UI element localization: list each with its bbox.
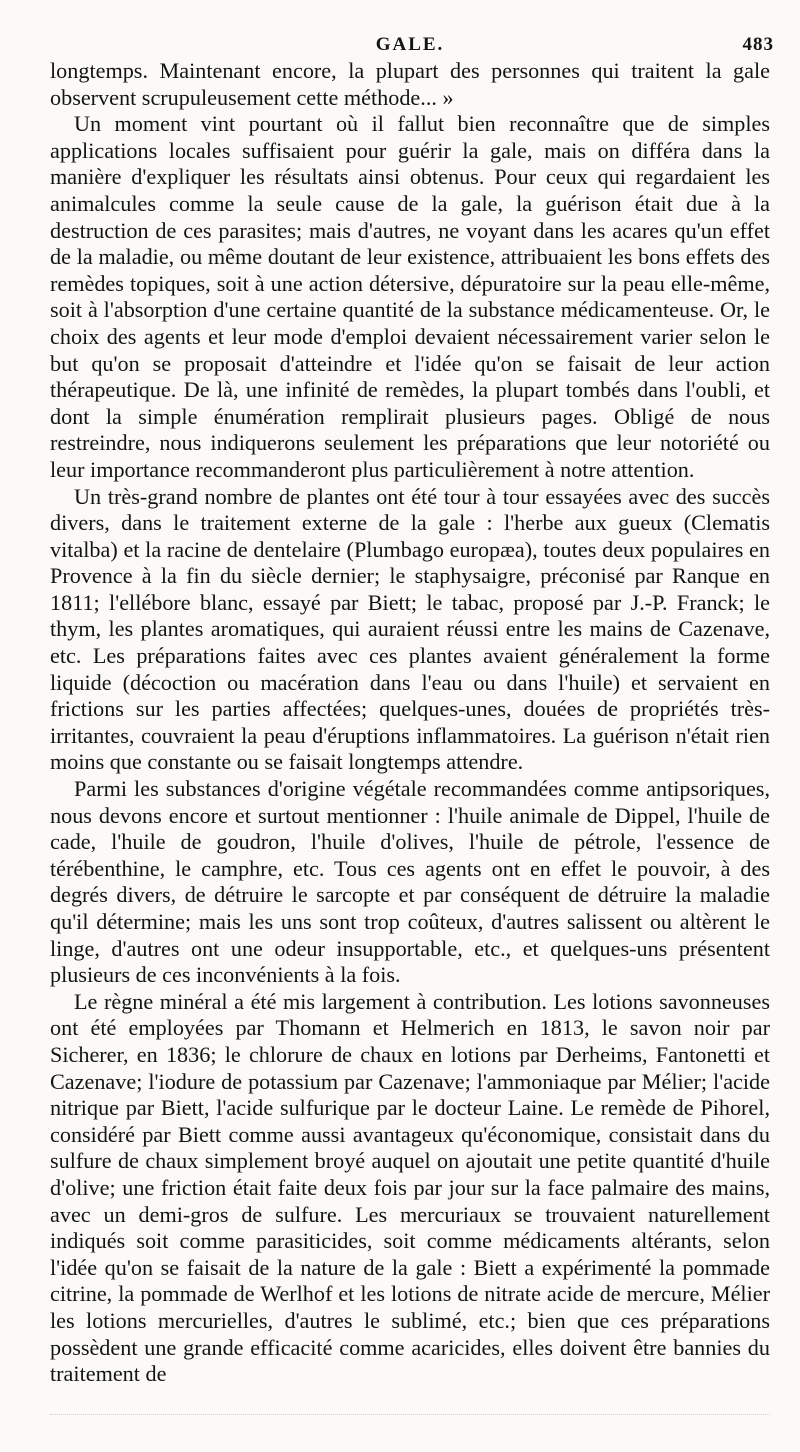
body-text xyxy=(50,58,770,1388)
paragraph-mineral-kingdom: Le règne minéral a été mis largement à contribution. Les lotions savonneuses ont été employées par Thomann et Helmerich en 1813, le savon noir par Sicherer, en 1836; le chlorure de chaux en lotions par Derheims, Fantonetti et Cazenave; l'iodure de potassium par Cazenave; l'ammoniaque par Mélier; l'acide nitrique par Biett, l'acide sulfurique par le docteur Laine. Le remède de Pihorel, considéré par Biett comme aussi avantageux qu'économique, consistait dans du sulfure de chaux simplement broyé auquel on ajoutait une petite quantité d'huile d'olive; une friction était faite deux fois par jour sur la face palmaire des mains, avec un demi-gros de sulfure. Les mercuriaux se trouvaient naturellement indiqués soit comme parasiticides, soit comme médicaments altérants, selon l'idée qu'on se faisait de la nature de la gale : Biett a expérimenté la pommade citrine, la pommade de Werlhof et les lotions de nitrate acide de mercure, Mélier les lotions mercurielles, d'autres le sublimé, etc.; bien que ces préparations possèdent une grande efficacité comme acaricides, elles doivent être bannies du traitement de xyxy=(50,988,770,1387)
paragraph-local-applications: Un moment vint pourtant où il fallut bien reconnaître que de simples applications locales suffisaient pour guérir la gale, mais on différa dans la manière d'expliquer les résultats ainsi obtenus. Pour ceux qui regardaient les animalcules comme la seule cause de la gale, la guérison était due à la destruction de ces parasites; mais d'autres, ne voyant dans les acares qu'un effet de la maladie, ou même doutant de leur existence, attribuaient les bons effets des remèdes topiques, soit à une action détersive, dépuratoire sur la peau elle-même, soit à l'absorption d'une certaine quantité de la substance médicamenteuse. Or, le choix des agents et leur mode d'emploi devaient nécessairement varier selon le but qu'on se proposait d'atteindre et l'idée qu'on se faisait de leur action thérapeutique. De là, une infinité de remèdes, la plupart tombés dans l'oubli, et dont la simple énumération remplirait plusieurs pages. Obligé de nous restreindre, nous indiquerons seulement les préparations que leur notoriété ou leur importance recommanderont plus particulièrement à notre attention. xyxy=(50,111,770,482)
running-title: GALE. xyxy=(375,34,445,55)
book-page xyxy=(50,0,774,1452)
footer-divider xyxy=(50,1414,770,1415)
paragraph-continuation: longtemps. Maintenant encore, la plupart des personnes qui traitent la gale observent scrupuleusement cette méthode... » xyxy=(50,58,770,110)
page-header xyxy=(50,28,774,58)
paragraph-vegetal-substances: Parmi les substances d'origine végétale recommandées comme antipsoriques, nous devons encore et surtout mentionner : l'huile animale de Dippel, l'huile de cade, l'huile de goudron, l'huile d'olives, l'huile de pétrole, l'essence de térébenthine, le camphre, etc. Tous ces agents ont en effet le pouvoir, à des degrés divers, de détruire le sarcopte et par conséquent de détruire la maladie qu'il détermine; mais les uns sont trop coûteux, d'autres salissent ou altèrent le linge, d'autres ont une odeur insupportable, etc., et quelques-uns présentent plusieurs de ces inconvénients à la fois. xyxy=(50,776,770,988)
page-number: 483 xyxy=(742,34,774,55)
paragraph-plants: Un très-grand nombre de plantes ont été tour à tour essayées avec des succès divers, dans le traitement externe de la gale : l'herbe aux gueux (Clematis vitalba) et la racine de dentelaire (Plumbago europæa), toutes deux populaires en Provence à la fin du siècle dernier; le staphysaigre, préconisé par Ranque en 1811; l'ellébore blanc, essayé par Biett; le tabac, proposé par J.-P. Franck; le thym, les plantes aromatiques, qui auraient réussi entre les mains de Cazenave, etc. Les préparations faites avec ces plantes avaient généralement la forme liquide (décoction ou macération dans l'eau ou dans l'huile) et servaient en frictions sur les parties affectées; quelques-unes, douées de propriétés très-irritantes, couvraient la peau d'éruptions inflammatoires. La guérison n'était rien moins que constante ou se faisait longtemps attendre. xyxy=(50,483,770,775)
